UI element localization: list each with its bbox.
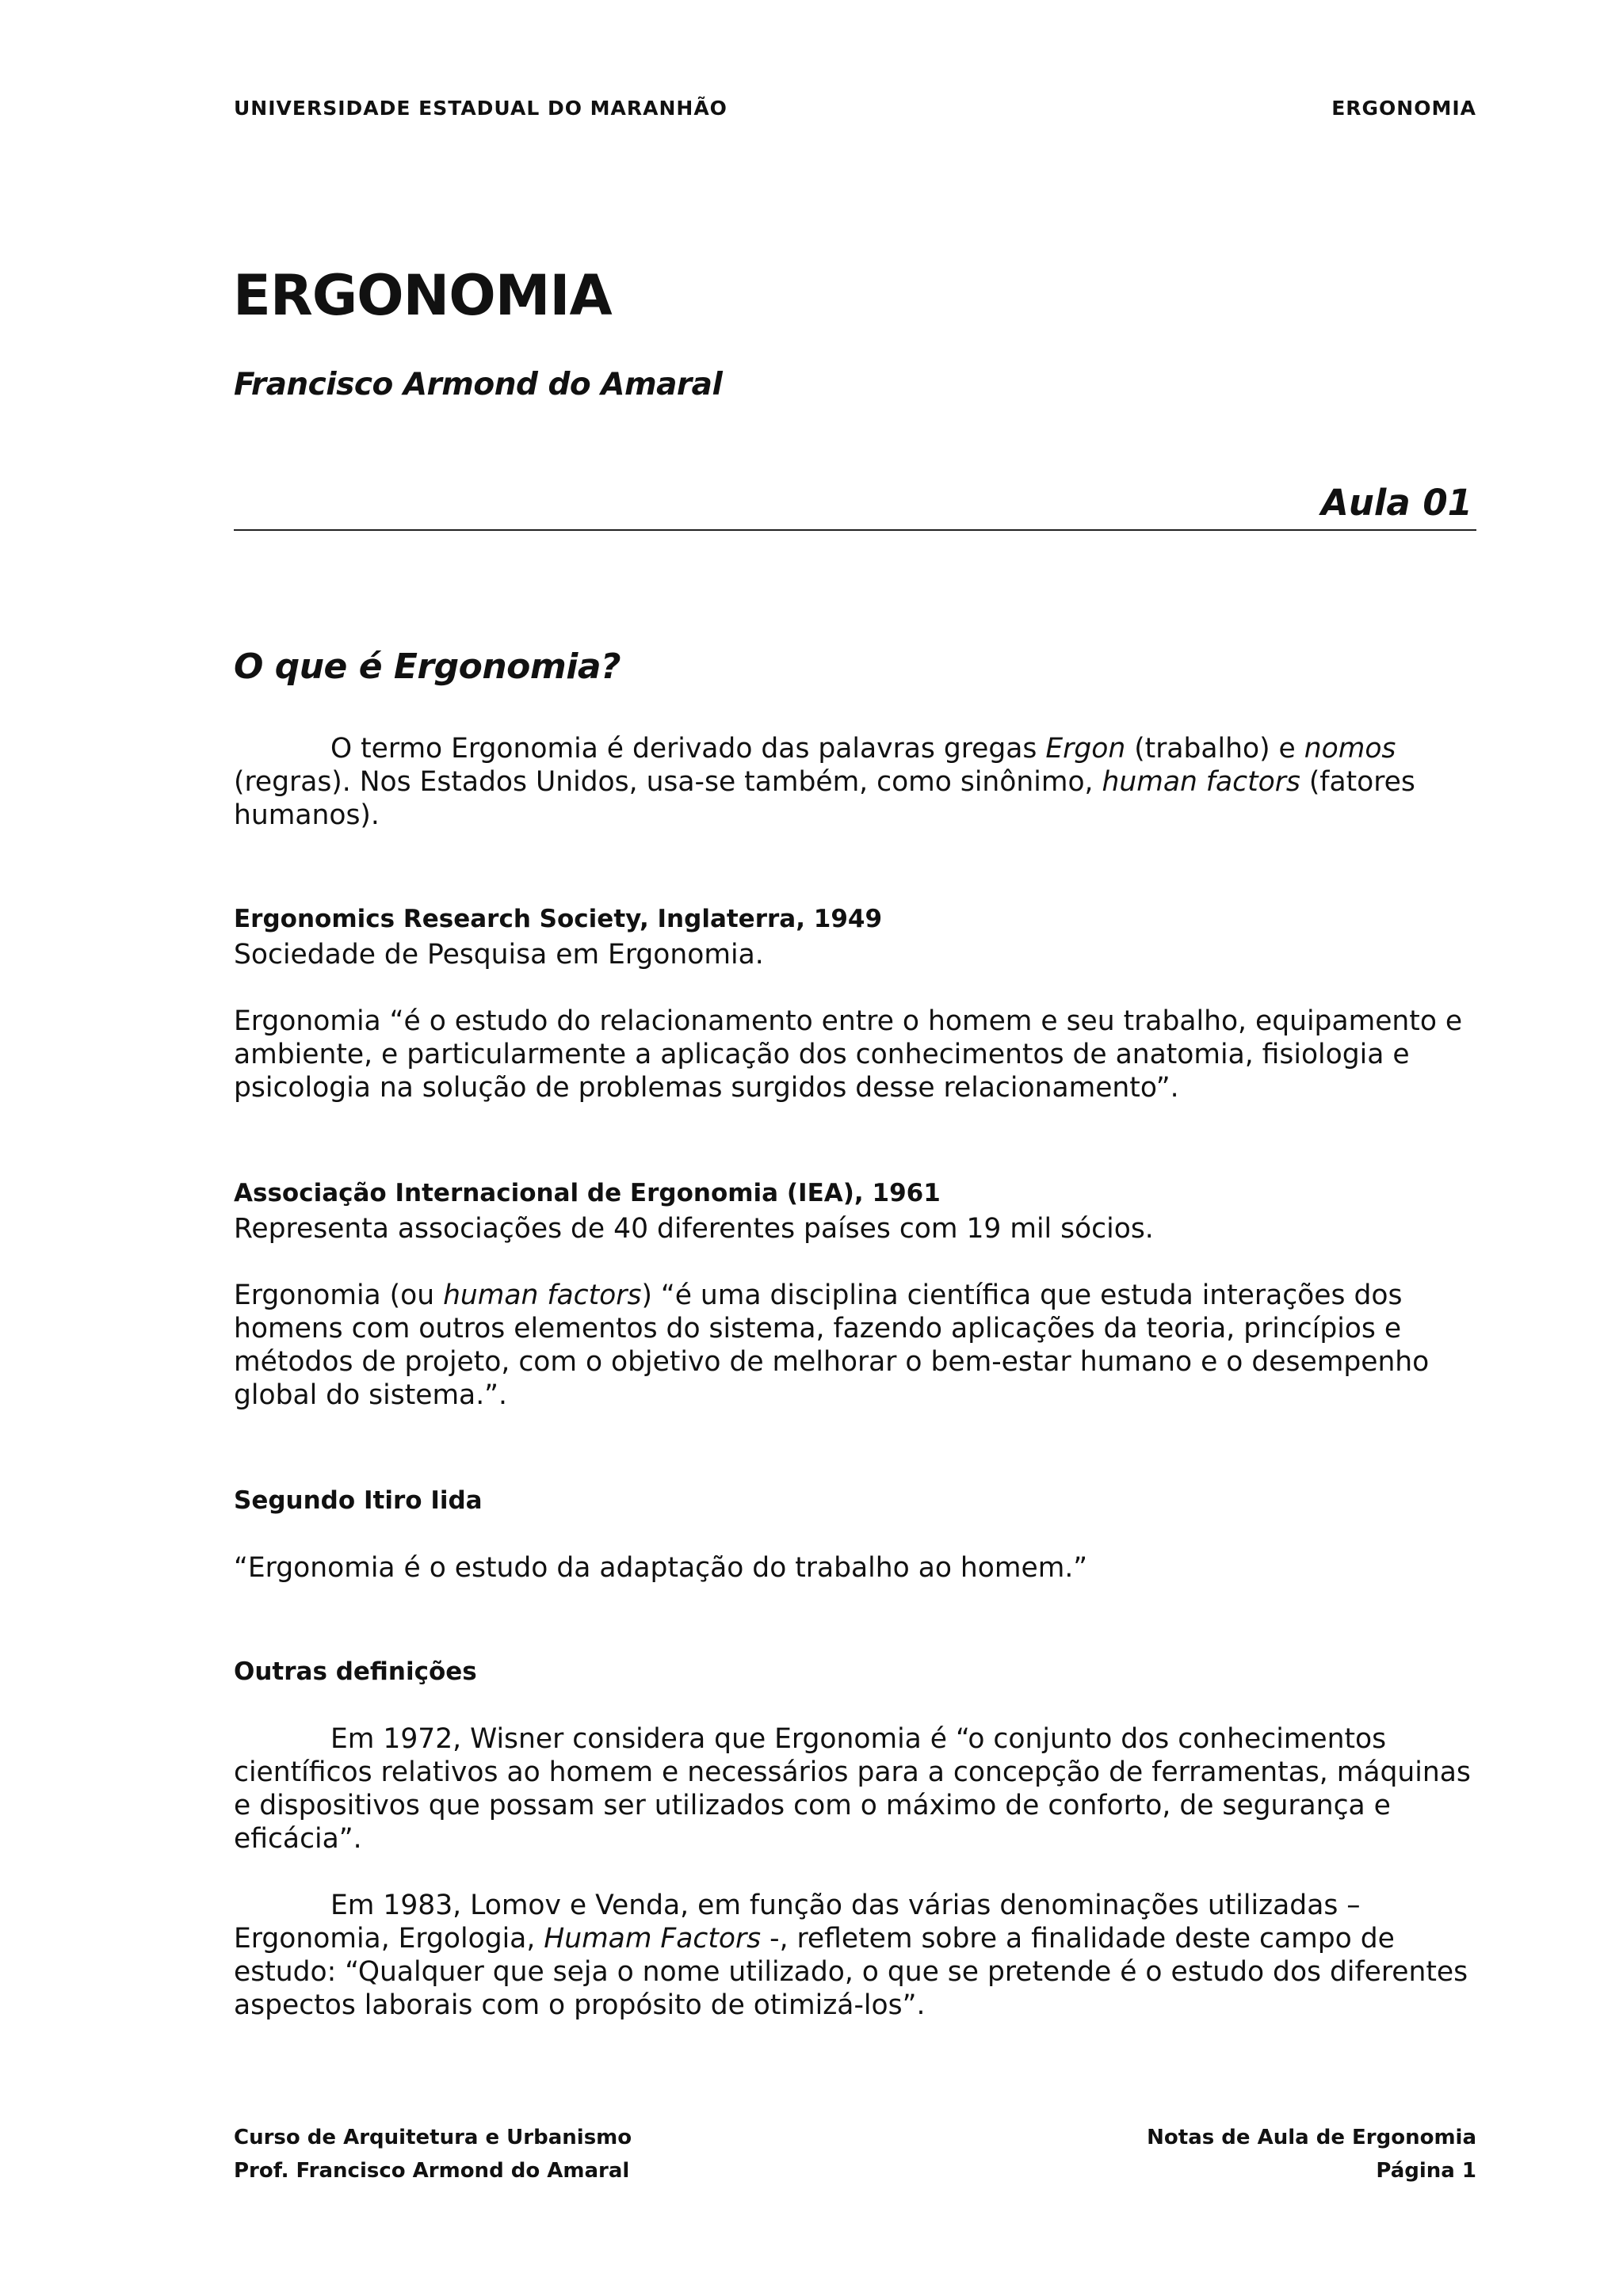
running-footer <box>234 2121 1476 2187</box>
iea-def-text-1: Ergonomia (ou <box>234 1280 444 1311</box>
wisner-paragraph: Em 1972, Wisner considera que Ergonomia é “o conjunto dos conhecimentos científicos relativos ao homem e necessários para a concepção de ferramentas, máquinas e dispositivos que possam ser utilizados com o máximo de conforto, de segurança e eficácia”. <box>234 1723 1471 1855</box>
footer-right <box>1147 2121 1476 2187</box>
ers-heading: Ergonomics Research Society, Inglaterra, 1949 <box>234 905 883 933</box>
iida-quote: “Ergonomia é o estudo da adaptação do trabalho ao homem.” <box>234 1552 1088 1584</box>
lomov-text-2: -, refletem sobre a finalidade deste campo de estudo: “Qualquer que seja o nome utilizado, o que se pretende é o estudo dos diferentes aspectos laborais com o propósito de otimizá-los”. <box>234 1923 1468 2021</box>
iea-def-text-2: ) “é uma disciplina científica que estuda interações dos homens com outros elementos do sistema, fazendo aplicações da teoria, princípios e métodos de projeto, com o objetivo de melhorar o bem-estar humano e o desempenho global do sistema.”. <box>234 1280 1430 1411</box>
ers-definition: Ergonomia “é o estudo do relacionamento entre o homem e seu trabalho, equipamento e ambiente, e particularmente a aplicação dos conhecimentos de anatomia, fisiologia e psicologia na solução de problemas surgidos desse relacionamento”. <box>234 1005 1463 1104</box>
footer-left <box>234 2121 632 2187</box>
intro-paragraph <box>234 732 1480 832</box>
iea-term-human-factors: human factors <box>443 1280 642 1311</box>
document-title: ERGONOMIA <box>233 263 612 328</box>
title-divider <box>234 529 1476 531</box>
footer-course: Curso de Arquitetura e Urbanismo <box>234 2126 632 2149</box>
term-human-factors: human factors <box>1102 766 1300 798</box>
lomov-venda-paragraph <box>234 1889 1480 2022</box>
iea-subtitle: Representa associações de 40 diferentes países com 19 mil sócios. <box>234 1213 1154 1245</box>
intro-text-4: (fatores humanos). <box>234 766 1415 831</box>
footer-page-number: Página 1 <box>1376 2159 1476 2183</box>
intro-text-3: (regras). Nos Estados Unidos, usa-se também, como sinônimo, <box>234 766 1102 798</box>
lomov-text-1: Em 1983, Lomov e Venda, em função das várias denominações utilizadas – Ergonomia, Ergologia, <box>234 1890 1361 1955</box>
document-author: Francisco Armond do Amaral <box>234 367 723 402</box>
iea-definition <box>234 1279 1480 1412</box>
running-header <box>234 97 1476 120</box>
term-nomos: nomos <box>1304 733 1396 765</box>
header-university: UNIVERSIDADE ESTADUAL DO MARANHÃO <box>234 97 727 120</box>
term-humam-factors: Humam Factors <box>544 1923 762 1955</box>
ers-subtitle: Sociedade de Pesquisa em Ergonomia. <box>234 939 764 971</box>
footer-notes-title: Notas de Aula de Ergonomia <box>1147 2126 1476 2149</box>
iida-heading: Segundo Itiro Iida <box>234 1486 483 1515</box>
outras-heading: Outras definições <box>234 1657 477 1686</box>
intro-text-2: (trabalho) e <box>1125 733 1304 765</box>
section-title: O que é Ergonomia? <box>234 646 621 687</box>
term-ergon: Ergon <box>1045 733 1126 765</box>
document-body <box>234 732 1480 2022</box>
intro-text-1: O termo Ergonomia é derivado das palavras gregas <box>330 733 1046 765</box>
iea-heading: Associação Internacional de Ergonomia (IEA), 1961 <box>234 1179 941 1207</box>
lesson-label: Aula 01 <box>1321 482 1472 524</box>
header-course-name: ERGONOMIA <box>1331 97 1476 120</box>
footer-professor: Prof. Francisco Armond do Amaral <box>234 2159 630 2183</box>
